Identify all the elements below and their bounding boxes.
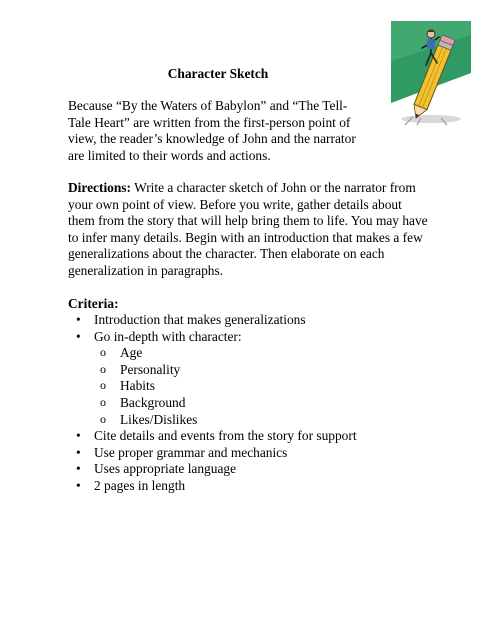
- list-item: [94, 378, 448, 395]
- list-item: [68, 445, 448, 462]
- list-item: [68, 478, 448, 495]
- aspect-text: Likes/Dislikes: [120, 411, 198, 427]
- list-item: [94, 345, 448, 362]
- character-aspects-list: [94, 345, 448, 428]
- intro-paragraph: Because “By the Waters of Babylon” and “The Tell-Tale Heart” are written from the first-person point of view, the reader’s knowledge of John and the narrator are limited to their words and actions.: [68, 98, 356, 163]
- list-item: [94, 412, 448, 429]
- list-item: [94, 395, 448, 412]
- directions-text: Write a character sketch of John or the narrator from your own point of view. Before you write, gather details about them from the story that will help bring them to life. You may have to infer many details. Begin with an introduction that makes a few generalizations about the character. Then elaborate on each generalization in paragraphs.: [68, 180, 428, 278]
- criteria-text: Go in-depth with character:: [94, 328, 242, 344]
- aspect-text: Background: [120, 394, 186, 410]
- list-item: [94, 362, 448, 379]
- criteria-text: Introduction that makes generalizations: [94, 312, 306, 327]
- page-title: Character Sketch: [167, 66, 269, 81]
- criteria-label: Criteria:: [68, 296, 119, 311]
- directions-paragraph: [68, 180, 430, 280]
- criteria-list: [68, 312, 448, 495]
- list-item: [68, 312, 448, 329]
- criteria-text: Uses appropriate language: [94, 461, 237, 477]
- aspect-text: Personality: [120, 361, 181, 377]
- list-item: [68, 428, 448, 445]
- criteria-text: Cite details and events from the story for support: [94, 428, 357, 444]
- aspect-text: Habits: [120, 378, 155, 394]
- list-item: [68, 461, 448, 478]
- criteria-text: Use proper grammar and mechanics: [94, 444, 288, 460]
- list-item: [68, 329, 448, 429]
- directions-label: Directions:: [68, 180, 131, 195]
- criteria-text: 2 pages in length: [94, 477, 186, 493]
- aspect-text: Age: [120, 345, 143, 361]
- pencil-climber-clipart-icon: [391, 21, 471, 126]
